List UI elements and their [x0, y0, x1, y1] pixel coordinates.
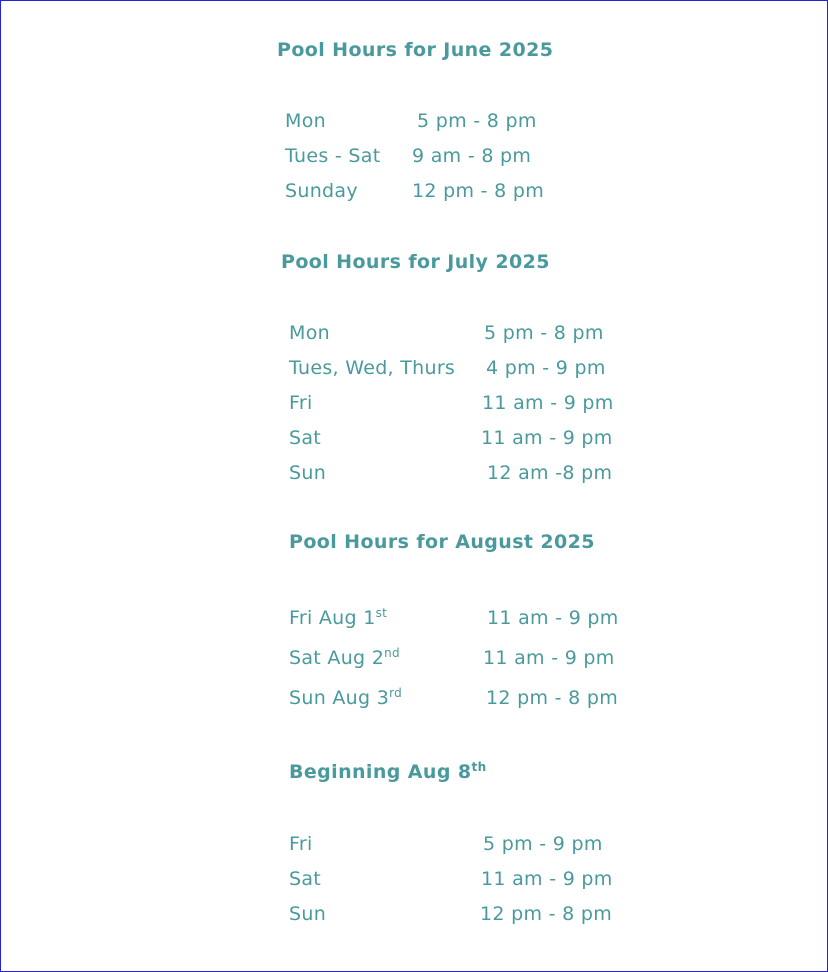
july-row-hours: 5 pm - 8 pm: [484, 322, 604, 344]
august-row-date: Sat Aug 2: [289, 647, 385, 669]
beginning-heading-text: Beginning Aug 8: [289, 761, 472, 783]
june-row-day: Sunday: [285, 180, 358, 202]
july-row-day: Sun: [289, 462, 327, 484]
july-row-day: Tues, Wed, Thurs: [289, 357, 456, 379]
beginning-row-hours: 5 pm - 9 pm: [483, 833, 603, 855]
august-row-day: [289, 647, 400, 669]
august-row-date: Sun Aug 3: [289, 687, 390, 709]
august-row-day: [289, 607, 387, 629]
june-row-day: Mon: [285, 110, 326, 132]
august-row-date: Fri Aug 1: [289, 607, 376, 629]
june-row-hours: 12 pm - 8 pm: [412, 180, 545, 202]
august-row-hours: 12 pm - 8 pm: [486, 687, 619, 709]
beginning-heading: [289, 761, 487, 783]
ordinal-suffix: rd: [389, 686, 403, 700]
july-row-day: Sat: [289, 427, 322, 449]
ordinal-suffix: th: [471, 760, 487, 774]
july-row-day: Fri: [289, 392, 313, 414]
june-heading: Pool Hours for June 2025: [277, 39, 554, 61]
july-row-hours: 11 am - 9 pm: [481, 427, 613, 449]
ordinal-suffix: nd: [384, 646, 400, 660]
june-row-hours: 5 pm - 8 pm: [417, 110, 537, 132]
ordinal-suffix: st: [375, 606, 388, 620]
june-row-hours: 9 am - 8 pm: [412, 145, 532, 167]
august-heading: Pool Hours for August 2025: [289, 531, 595, 553]
beginning-row-day: Sun: [289, 903, 327, 925]
july-row-day: Mon: [289, 322, 330, 344]
beginning-row-day: Sat: [289, 868, 322, 890]
july-heading: Pool Hours for July 2025: [281, 251, 550, 273]
beginning-row-hours: 12 pm - 8 pm: [480, 903, 613, 925]
august-row-day: [289, 687, 402, 709]
beginning-row-hours: 11 am - 9 pm: [481, 868, 613, 890]
june-row-day: Tues - Sat: [285, 145, 381, 167]
august-row-hours: 11 am - 9 pm: [487, 607, 619, 629]
beginning-row-day: Fri: [289, 833, 313, 855]
july-row-hours: 4 pm - 9 pm: [486, 357, 606, 379]
july-row-hours: 12 am -8 pm: [487, 462, 613, 484]
august-row-hours: 11 am - 9 pm: [483, 647, 615, 669]
july-row-hours: 11 am - 9 pm: [482, 392, 614, 414]
